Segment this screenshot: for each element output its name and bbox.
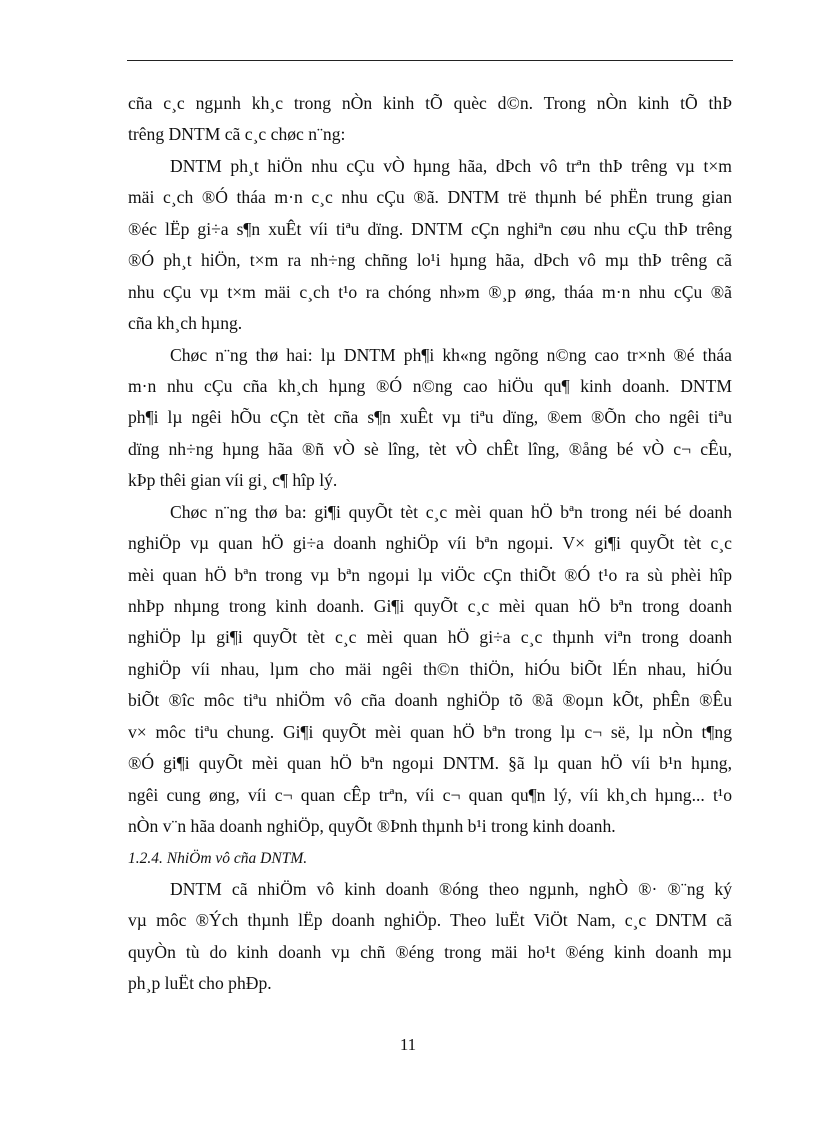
- body-line: nÒn v¨n hãa doanh nghiÖp, quyÕt ®Þnh thµnh b¹i trong kinh doanh.: [128, 816, 616, 837]
- body-line: mäi c¸ch ®Ó tháa m·n c¸c nhu cÇu ®ã. DNTM trë thµnh bé phËn trung gian: [128, 187, 732, 208]
- body-line: ®Ó ph¸t hiÖn, t×m ra nh÷ng chñng lo¹i hµng hãa, dÞch vô mµ thÞ trêng cã: [128, 250, 732, 271]
- body-line: ngêi cung øng, víi c¬ quan cÊp trªn, víi c¬ quan qu¶n lý, víi kh¸ch hµng... t¹o: [128, 784, 732, 805]
- document-body: [128, 88, 732, 1000]
- page-number: 11: [399, 1035, 417, 1054]
- body-line: ph¸p luËt cho phÐp.: [128, 973, 272, 994]
- body-line: nghiÖp lµ gi¶i quyÕt tèt c¸c mèi quan hÖ gi÷a c¸c thµnh viªn trong doanh: [128, 627, 732, 648]
- body-line: kÞp thêi gian víi gi¸ c¶ hîp lý.: [128, 470, 338, 491]
- body-line: nghiÖp víi nhau, lµm cho mäi ngêi th©n thiÖn, hiÓu biÕt lÉn nhau, hiÓu: [128, 658, 732, 679]
- body-line: nhu cÇu vµ t×m mäi c¸ch t¹o ra chóng nh»m ®¸p øng, tháa m·n nhu cÇu ®ã: [128, 281, 732, 302]
- body-line: biÕt ®îc môc tiªu nhiÖm vô cña doanh nghiÖp tõ ®ã ®oµn kÕt, phÊn ®Êu: [128, 690, 732, 711]
- body-line: vµ môc ®Ých thµnh lËp doanh nghiÖp. Theo luËt ViÖt Nam, c¸c DNTM cã: [128, 910, 732, 931]
- body-line: cña kh¸ch hµng.: [128, 313, 243, 334]
- body-line: quyÒn tù do kinh doanh vµ chñ ®éng trong mäi ho¹t ®éng kinh doanh mµ: [128, 941, 732, 962]
- body-line: m·n nhu cÇu cña kh¸ch hµng ®Ó n©ng cao hiÖu qu¶ kinh doanh. DNTM: [128, 375, 732, 396]
- body-line: mèi quan hÖ bªn trong vµ bªn ngoµi lµ viÖc cÇn thiÕt ®Ó t¹o ra sù phèi hîp: [128, 564, 732, 585]
- body-line: v× môc tiªu chung. Gi¶i quyÕt mèi quan hÖ bªn trong lµ c¬ së, lµ nÒn t¶ng: [128, 721, 732, 742]
- body-line: ph¶i lµ ngêi hÕu cÇn tèt cña s¶n xuÊt vµ tiªu dïng, ®em ®Õn cho ngêi tiªu: [128, 407, 732, 428]
- body-line: DNTM ph¸t hiÖn nhu cÇu vÒ hµng hãa, dÞch vô trªn thÞ trêng vµ t×m: [170, 155, 732, 176]
- body-line: nhÞp nhµng trong kinh doanh. Gi¶i quyÕt c¸c mèi quan hÖ bªn trong doanh: [128, 596, 732, 616]
- body-line: Chøc n¨ng thø ba: gi¶i quyÕt tèt c¸c mèi quan hÖ bªn trong néi bé doanh: [170, 501, 732, 522]
- body-line: DNTM cã nhiÖm vô kinh doanh ®óng theo ngµnh, nghÒ ®· ®¨ng ký: [170, 878, 732, 899]
- section-heading: 1.2.4. NhiÖm vô cña DNTM.: [128, 849, 308, 867]
- header-rule: [127, 60, 733, 61]
- body-line: cña c¸c ngµnh kh¸c trong nÒn kinh tÕ quèc d©n. Trong nÒn kinh tÕ thÞ: [128, 93, 732, 113]
- body-line: dïng nh÷ng hµng hãa ®ñ vÒ sè lîng, tèt vÒ chÊt lîng, ®ång bé vÒ c¬ cÊu,: [128, 438, 732, 459]
- body-line: ®Ó gi¶i quyÕt mèi quan hÖ bªn ngoµi DNTM. §ã lµ quan hÖ víi b¹n hµng,: [128, 753, 732, 774]
- body-line: nghiÖp vµ quan hÖ gi÷a doanh nghiÖp víi bªn ngoµi. V× gi¶i quyÕt tèt c¸c: [128, 533, 732, 554]
- body-line: trêng DNTM cã c¸c chøc n¨ng:: [128, 124, 346, 145]
- body-line: ®éc lËp gi÷a s¶n xuÊt víi tiªu dïng. DNTM cÇn nghiªn cøu nhu cÇu thÞ trêng: [128, 218, 732, 239]
- body-line: Chøc n¨ng thø hai: lµ DNTM ph¶i kh«ng ngõng n©ng cao tr×nh ®é tháa: [170, 344, 732, 365]
